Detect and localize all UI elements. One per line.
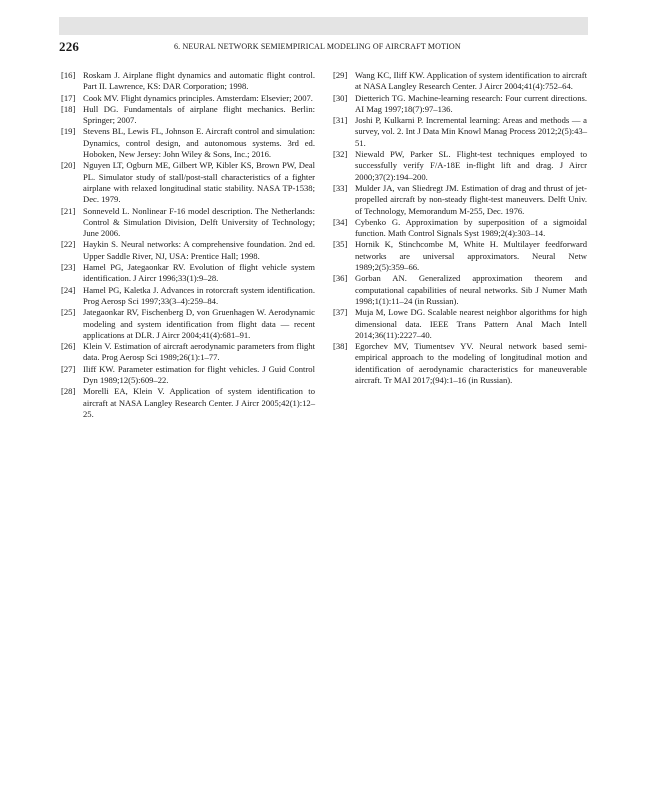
reference-number: [27] [61, 363, 76, 374]
reference-number: [18] [61, 103, 76, 114]
reference-item [333, 115, 587, 149]
reference-item [333, 93, 587, 116]
reference-number: [21] [61, 205, 76, 216]
reference-item [61, 262, 315, 285]
reference-number: [36] [333, 273, 348, 284]
reference-text: Sonneveld L. Nonlinear F-16 model description. The Netherlands: Control & Simulation Division, Delft University of Technology; June 2006. [83, 205, 315, 239]
reference-number: [33] [333, 182, 348, 193]
reference-number: [30] [333, 92, 348, 103]
reference-item [333, 217, 587, 240]
reference-text: Iliff KW. Parameter estimation for flight vehicles. J Guid Control Dyn 1989;12(5):609–22. [83, 363, 315, 386]
reference-item [333, 70, 587, 93]
reference-item [61, 206, 315, 240]
reference-item [333, 183, 587, 217]
reference-number: [17] [61, 92, 76, 103]
reference-item [61, 126, 315, 160]
header-bar [59, 17, 588, 35]
reference-item [333, 239, 587, 273]
references-right-column [333, 70, 587, 386]
reference-text: Niewald PW, Parker SL. Flight-test techniques employed to successfully verify F/A-18E in-flight lift and drag. J Aircr 2000;37(2):194–200. [355, 149, 587, 182]
reference-item [61, 341, 315, 364]
references-left-column [61, 70, 315, 420]
reference-text: Hull DG. Fundamentals of airplane flight mechanics. Berlin: Springer; 2007. [83, 103, 315, 126]
reference-item [61, 386, 315, 420]
reference-number: [32] [333, 149, 348, 160]
reference-item [333, 273, 587, 307]
reference-text: Stevens BL, Lewis FL, Johnson E. Aircraft control and simulation: Dynamics, control design, and autonomous systems. 3rd ed. Hoboken, New Jersey: John Wiley & Sons, Inc.; 2016. [83, 126, 315, 160]
reference-number: [26] [61, 341, 76, 352]
reference-number: [16] [61, 70, 76, 80]
reference-item [333, 307, 587, 341]
reference-text: Jategaonkar RV, Fischenberg D, von Gruenhagen W. Aerodynamic modeling and system identification from flight data — recent applications at DLR. J Aircr 2004;41(4):681–91. [83, 307, 315, 340]
reference-number: [34] [333, 216, 348, 227]
reference-text: Gorban AN. Generalized approximation theorem and computational capabilities of neural networks. Sib J Numer Math 1998;1(1):11–24 (in Russian). [355, 273, 587, 306]
reference-item [61, 160, 315, 205]
reference-number: [37] [333, 307, 348, 318]
reference-text: Egorchev MV, Tiumentsev YV. Neural network based semi-empirical approach to the modeling of longitudinal motion and identification of aerodynamic characteristics for maneuverable aircraft. Tr MAI 2017;(94):1–16 (in Russian). [355, 341, 587, 386]
reference-text: Cook MV. Flight dynamics principles. Amsterdam: Elsevier; 2007. [83, 92, 313, 103]
reference-item [333, 341, 587, 386]
reference-number: [20] [61, 160, 76, 171]
reference-item [61, 364, 315, 387]
reference-number: [28] [61, 386, 76, 397]
reference-number: [22] [61, 239, 76, 250]
reference-text: Dietterich TG. Machine-learning research: Four current directions. AI Mag 1997;18(7):97–136. [355, 92, 587, 114]
reference-item [61, 285, 315, 308]
reference-text: Hamel PG, Kaletka J. Advances in rotorcraft system identification. Prog Aerosp Sci 1997;33(3–4):259–84. [83, 284, 315, 306]
reference-text: Roskam J. Airplane flight dynamics and automatic flight control. Part II. Lawrence, KS: DAR Corporation; 1998. [83, 70, 315, 92]
reference-text: Cybenko G. Approximation by superposition of a sigmoidal function. Math Control Signals Syst 1989;2(4):303–14. [355, 216, 587, 239]
reference-number: [24] [61, 284, 76, 295]
reference-item [61, 307, 315, 341]
reference-item [333, 149, 587, 183]
reference-text: Wang KC, Iliff KW. Application of system identification to aircraft at NASA Langley Research Center. J Aircr 2004;41(4):752–64. [355, 70, 587, 92]
reference-item [61, 93, 315, 104]
reference-number: [29] [333, 70, 348, 80]
reference-text: Hornik K, Stinchcombe M, White H. Multilayer feedforward networks are universal approximators. Neural Netw 1989;2(5):359–66. [355, 239, 587, 273]
reference-number: [19] [61, 126, 76, 137]
reference-item [61, 239, 315, 262]
reference-text: Joshi P, Kulkarni P. Incremental learning: Areas and methods — a survey, vol. 2. Int J Data Min Knowl Manag Process 2012;2(5):43–51. [355, 115, 587, 148]
reference-item [61, 70, 315, 93]
reference-text: Klein V. Estimation of aircraft aerodynamic parameters from flight data. Prog Aerosp Sci 1989;26(1):1–77. [83, 341, 315, 363]
reference-text: Haykin S. Neural networks: A comprehensive foundation. 2nd ed. Upper Saddle River, NJ, USA: Prentice Hall; 1998. [83, 239, 315, 261]
reference-text: Muja M, Lowe DG. Scalable nearest neighbor algorithms for high dimensional data. IEEE Trans Pattern Anal Mach Intell 2014;36(11):2227–40. [355, 307, 587, 340]
reference-number: [35] [333, 239, 348, 250]
reference-text: Mulder JA, van Sliedregt JM. Estimation of drag and thrust of jet-propelled aircraft by non-steady flight-test maneuvers. Delft Univ. of Technology, Memorandum M-255, Dec. 1976. [355, 182, 587, 216]
reference-number: [38] [333, 341, 348, 352]
reference-number: [25] [61, 307, 76, 318]
reference-text: Nguyen LT, Ogburn ME, Gilbert WP, Kibler KS, Brown PW, Deal PL. Simulator study of stall/post-stall characteristics of a fighter airplane with relaxed longitudinal static stability. NASA TP-1538; Dec. 1979. [83, 160, 315, 205]
reference-text: Hamel PG, Jategaonkar RV. Evolution of flight vehicle system identification. J Aircr 1996;33(1):9–28. [83, 262, 315, 284]
reference-number: [23] [61, 262, 76, 273]
reference-number: [31] [333, 115, 348, 126]
page-number: 226 [59, 39, 80, 54]
reference-text: Morelli EA, Klein V. Application of system identification to aircraft at NASA Langley Research Center. J Aircr 2005;42(1):12–25. [83, 386, 315, 419]
running-head: 6. NEURAL NETWORK SEMIEMPIRICAL MODELING OF AIRCRAFT MOTION [174, 42, 461, 51]
reference-item [61, 104, 315, 127]
